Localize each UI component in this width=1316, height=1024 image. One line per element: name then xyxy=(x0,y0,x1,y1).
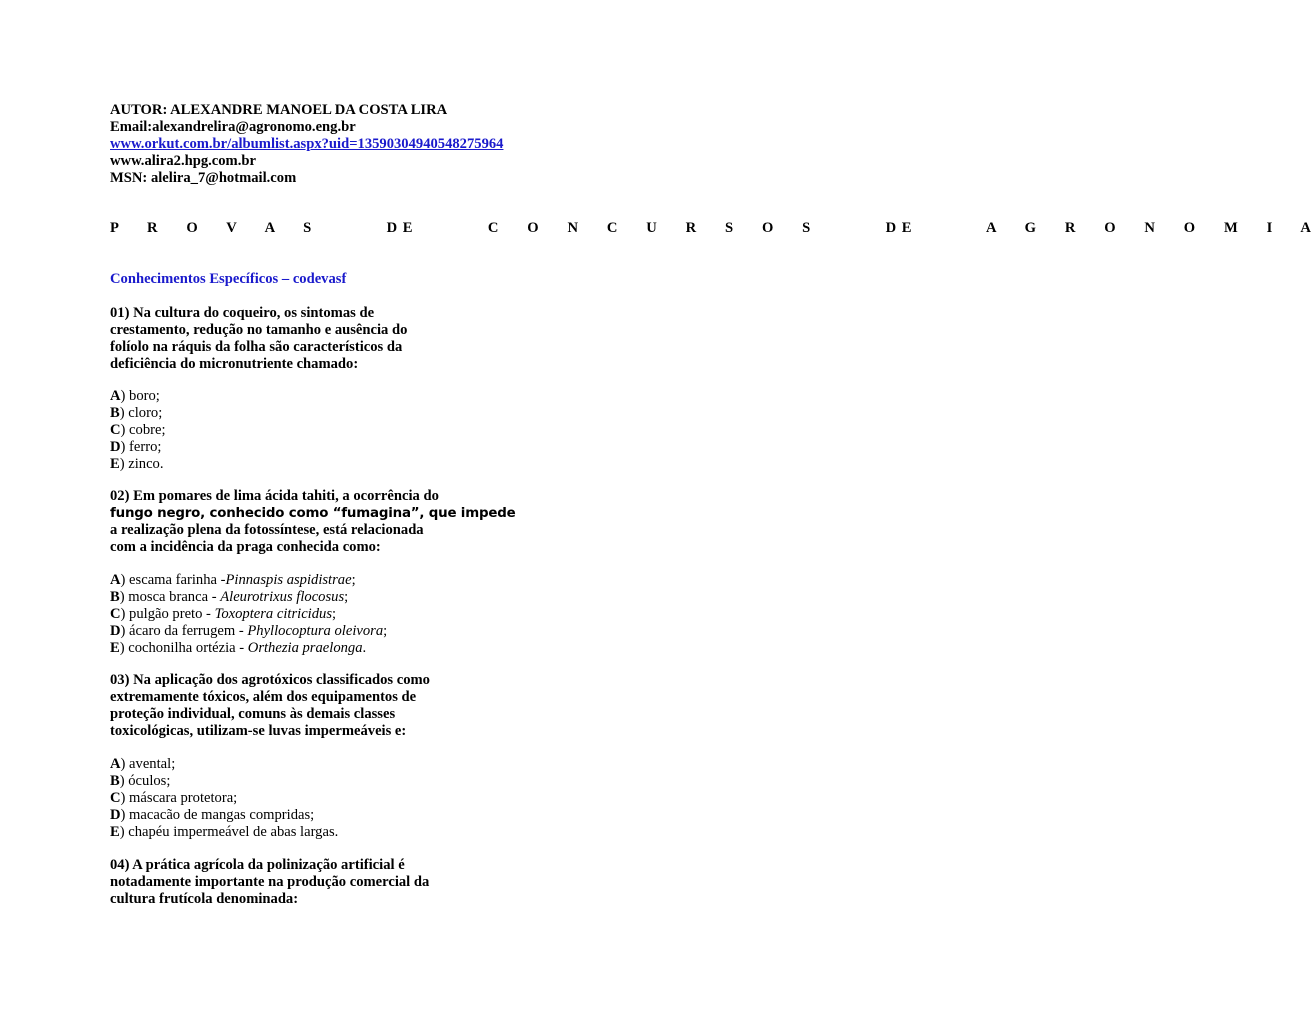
option-d: D) ácaro da ferrugem - Phyllocoptura oleivora; xyxy=(110,623,388,639)
option-d: D) macacão de mangas compridas; xyxy=(110,807,315,823)
section-title: Conhecimentos Específicos – codevasf xyxy=(110,271,347,287)
section-block xyxy=(110,271,346,288)
email-line: Email:alexandrelira@agronomo.eng.br xyxy=(110,119,356,135)
site-line: www.alira2.hpg.com.br xyxy=(110,153,256,169)
author-header xyxy=(110,102,503,187)
question-01 xyxy=(110,305,407,373)
question-line: extremamente tóxicos, além dos equipamentos de xyxy=(110,689,417,705)
question-line: deficiência do micronutriente chamado: xyxy=(110,356,359,372)
author-line: AUTOR: ALEXANDRE MANOEL DA COSTA LIRA xyxy=(110,102,448,118)
option-b: B) cloro; xyxy=(110,405,163,421)
question-line: 03) Na aplicação dos agrotóxicos classificados como xyxy=(110,672,430,688)
title-block xyxy=(110,220,1316,237)
question-line: a realização plena da fotossíntese, está relacionada xyxy=(110,522,424,538)
option-c: C) máscara protetora; xyxy=(110,790,238,806)
question-line: 01) Na cultura do coqueiro, os sintomas de xyxy=(110,305,375,321)
question-04 xyxy=(110,857,429,908)
option-a: A) escama farinha -Pinnaspis aspidistrae; xyxy=(110,572,356,588)
question-line: com a incidência da praga conhecida como: xyxy=(110,539,381,555)
msn-line: MSN: alelira_7@hotmail.com xyxy=(110,170,297,186)
options-03 xyxy=(110,756,338,841)
option-d: D) ferro; xyxy=(110,439,162,455)
option-c: C) pulgão preto - Toxoptera citricidus; xyxy=(110,606,337,622)
option-a: A) boro; xyxy=(110,388,160,404)
option-e: E) chapéu impermeável de abas largas. xyxy=(110,824,339,840)
option-b: B) óculos; xyxy=(110,773,171,789)
option-e: E) cochonilha ortézia - Orthezia praelonga. xyxy=(110,640,367,656)
question-03 xyxy=(110,672,430,740)
question-line: 02) Em pomares de lima ácida tahiti, a ocorrência do xyxy=(110,488,439,504)
option-e: E) zinco. xyxy=(110,456,164,472)
question-line: folíolo na ráquis da folha são característicos da xyxy=(110,339,403,355)
options-02 xyxy=(110,572,387,657)
question-02 xyxy=(110,488,515,556)
question-line: crestamento, redução no tamanho e ausência do xyxy=(110,322,408,338)
option-c: C) cobre; xyxy=(110,422,166,438)
question-line: fungo negro, conhecido como “fumagina”, que impede xyxy=(110,506,516,521)
question-line: notadamente importante na produção comercial da xyxy=(110,874,430,890)
question-line: 04) A prática agrícola da polinização artificial é xyxy=(110,857,405,873)
orkut-link[interactable]: www.orkut.com.br/albumlist.aspx?uid=13590304940548275964 xyxy=(110,136,504,152)
question-line: cultura frutícola denominada: xyxy=(110,891,299,907)
question-line: toxicológicas, utilizam-se luvas impermeáveis e: xyxy=(110,723,407,739)
question-line: proteção individual, comuns às demais classes xyxy=(110,706,396,722)
option-b: B) mosca branca - Aleurotrixus flocosus; xyxy=(110,589,349,605)
page-title: P R O V A S DE C O N C U R S O S DE A G R O N O M I A xyxy=(110,220,1316,236)
option-a: A) avental; xyxy=(110,756,176,772)
options-01 xyxy=(110,388,166,473)
